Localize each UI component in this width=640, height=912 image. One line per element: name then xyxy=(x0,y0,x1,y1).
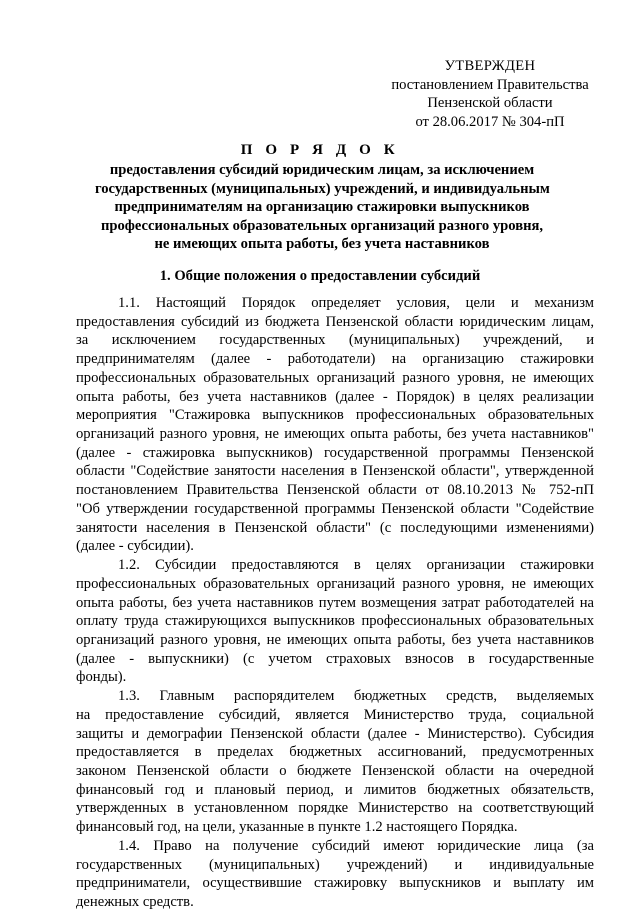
text-line: на предоставление субсидий, является Министерство труда, социальной xyxy=(76,706,594,723)
text-line: финансовый год, на цели, указанные в пункте 1.2 настоящего Порядка. xyxy=(76,819,518,836)
text-line: 1.4. Право на получение субсидий имеют юридические лица (за xyxy=(118,837,594,854)
paragraph-1-2 xyxy=(76,556,594,687)
text-line: 1.1. Настоящий Порядок определяет условия, цели и механизм xyxy=(118,295,594,311)
text-line: предоставления субсидий из бюджета Пензенской области юридическим лицам, xyxy=(76,313,594,330)
text-line: 1.3. Главным распорядителем бюджетных средств, выделяемых xyxy=(118,688,594,705)
paragraph-1-4 xyxy=(76,837,594,912)
text-line: государственных (муниципальных) учреждений) и индивидуальные xyxy=(76,856,594,873)
text-line: (далее - субсидии). xyxy=(76,538,194,555)
approval-stamp xyxy=(380,57,600,131)
section-heading: 1. Общие положения о предоставлении субсидий xyxy=(159,268,481,284)
subtitle-line: не имеющих опыта работы, без учета наставников xyxy=(154,236,490,253)
text-line: организаций разного уровня, не имеющих опыта работы, без учета наставников" xyxy=(76,426,594,443)
text-line: финансовый год и плановый период, и лимитов бюджетных обязательств, xyxy=(76,781,594,798)
text-line: законом Пензенской области о бюджете Пензенской области на очередной xyxy=(76,762,594,779)
approval-line: от 28.06.2017 № 304-пП xyxy=(415,113,565,130)
approval-line: Пензенской области xyxy=(427,95,553,112)
text-line: (далее - стажировка выпускников) государственной программы Пензенской xyxy=(76,444,594,461)
text-line: (далее - выпускники) (с учетом страховых взносов в государственные xyxy=(76,650,594,667)
text-line: предпринимателям (далее - работодатели) на организацию стажировки xyxy=(76,351,594,368)
text-line: постановлением Правительства Пензенской области от 08.10.2013 № 752-пП xyxy=(76,482,594,499)
text-line: профессиональных образовательных организаций разного уровня, не имеющих xyxy=(76,369,594,386)
text-line: за исключением государственных (муниципальных) учреждений, и xyxy=(76,332,594,349)
document-subtitle xyxy=(95,161,549,254)
text-line: утвержденных в установленном порядке Министерство на соответствующий xyxy=(76,800,594,817)
text-line: опыта работы, без учета наставников (далее - Порядок) в целях реализации xyxy=(76,388,594,405)
text-line: мероприятия "Стажировка выпускников профессиональных образовательных xyxy=(76,407,594,424)
approval-line: постановлением Правительства xyxy=(391,76,589,93)
section-body xyxy=(76,294,594,912)
text-line: области "Содействие занятости населения в Пензенской области", утвержденной xyxy=(76,463,594,480)
text-line: защиты и демографии Пензенской области (далее - Министерство). Субсидия xyxy=(76,725,594,742)
text-line: опыта работы, без учета наставников путем возмещения затрат работодателей на xyxy=(76,594,594,611)
paragraph-1-1 xyxy=(76,294,594,556)
text-line: оплату труда стажирующихся выпускников профессиональных образовательных xyxy=(76,613,594,630)
text-line: занятости населения в Пензенской области" (с последующими изменениями) xyxy=(76,519,594,536)
text-line: предприниматели, осуществившие стажировку выпускников и выплату им xyxy=(76,875,594,892)
text-line: 1.2. Субсидии предоставляются в целях организации стажировки xyxy=(118,557,594,574)
text-line: денежных средств. xyxy=(76,894,194,910)
text-line: фонды). xyxy=(76,669,127,686)
document-title: П О Р Я Д О К xyxy=(240,142,400,158)
subtitle-line: профессиональных образовательных организаций разного уровня, xyxy=(100,217,544,234)
text-line: предоставляется в пределах бюджетных ассигнований, предусмотренных xyxy=(76,744,594,761)
approval-title: УТВЕРЖДЕН xyxy=(444,58,536,74)
subtitle-line: предоставления субсидий юридическим лицам, за исключением xyxy=(109,162,535,178)
paragraph-1-3 xyxy=(76,687,594,837)
text-line: профессиональных образовательных организаций разного уровня, не имеющих xyxy=(76,575,594,592)
subtitle-line: государственных (муниципальных) учреждений, и индивидуальным xyxy=(95,180,550,197)
text-line: организаций разного уровня, не имеющих опыта работы, без учета наставников xyxy=(76,631,594,648)
text-line: "Об утверждении государственной программы Пензенской области "Содействие xyxy=(76,500,594,517)
subtitle-line: предпринимателям на организацию стажировки выпускников xyxy=(114,199,530,216)
